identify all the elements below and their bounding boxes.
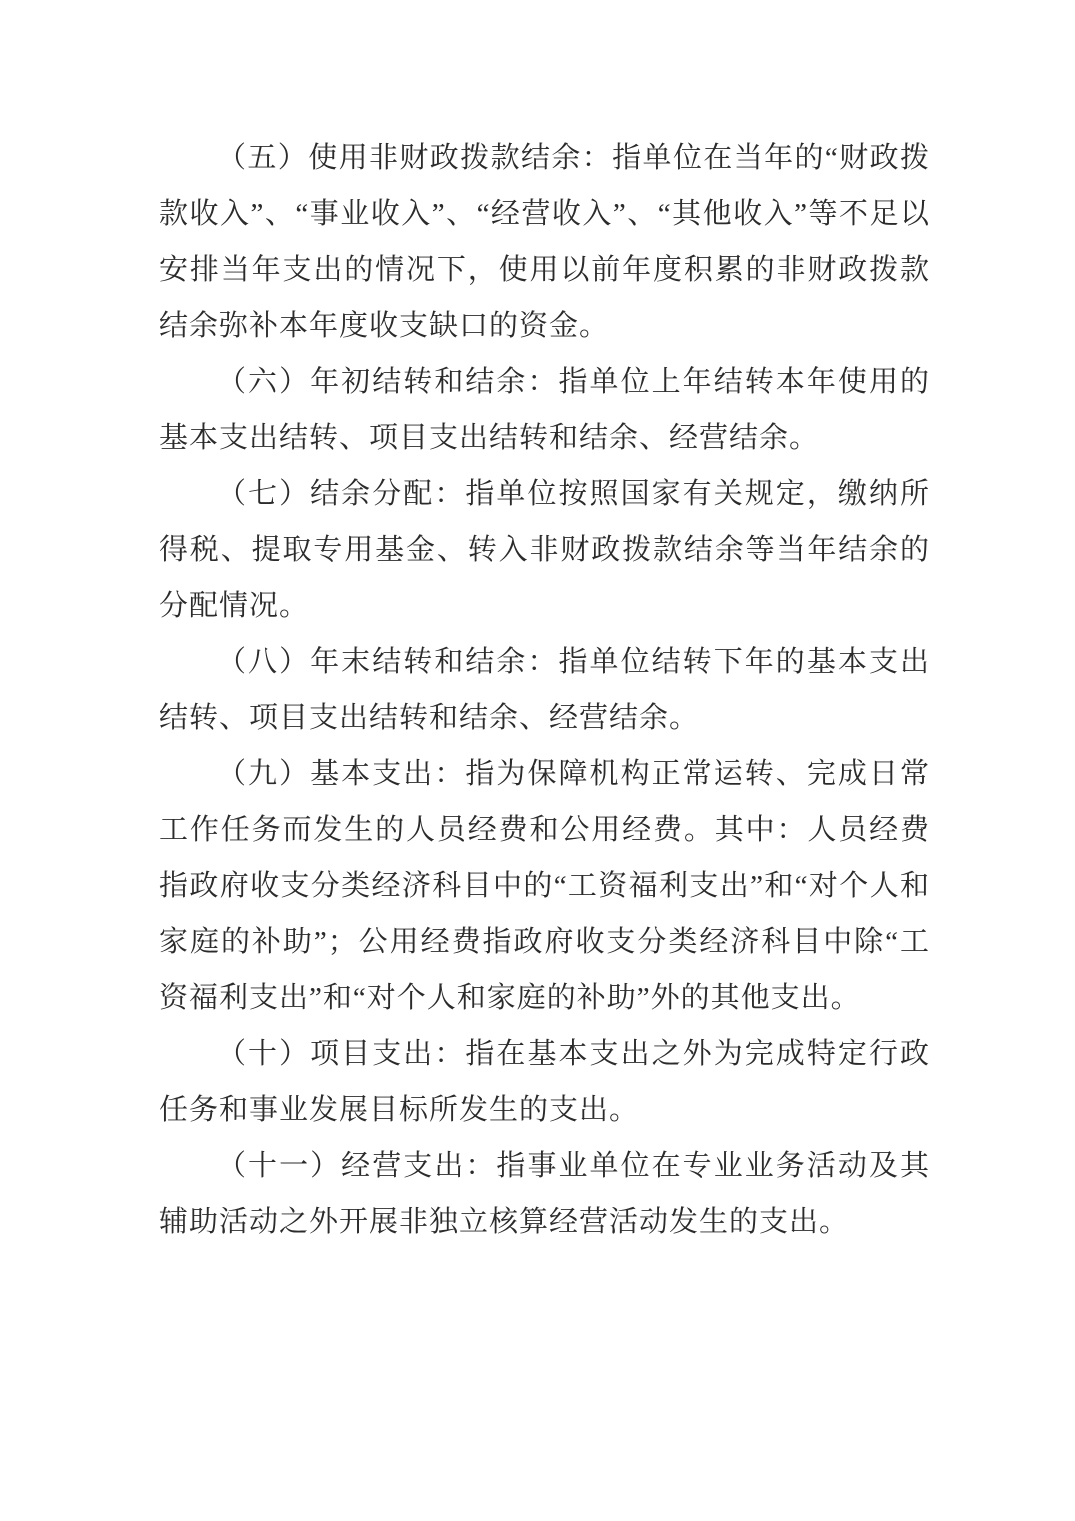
- paragraph-item-11-definition: （十一）经营支出：指事业单位在专业业务活动及其辅助活动之外开展非独立核算经营活动发生的支出。: [159, 1150, 930, 1238]
- paragraph-item-6-definition: （六）年初结转和结余：指单位上年结转本年使用的基本支出结转、项目支出结转和结余、经营结余。: [159, 366, 930, 454]
- paragraph-item-8-definition: （八）年末结转和结余：指单位结转下年的基本支出结转、项目支出结转和结余、经营结余。: [159, 646, 930, 734]
- document-body-text: [159, 130, 930, 1250]
- paragraph-item-9-definition: （九）基本支出：指为保障机构正常运转、完成日常工作任务而发生的人员经费和公用经费。其中：人员经费指政府收支分类经济科目中的“工资福利支出”和“对个人和家庭的补助”；公用经费指政府收支分类经济科目中除“工资福利支出”和“对个人和家庭的补助”外的其他支出。: [159, 758, 930, 1014]
- paragraph-item-5-definition: （五）使用非财政拨款结余：指单位在当年的“财政拨款收入”、“事业收入”、“经营收入”、“其他收入”等不足以安排当年支出的情况下，使用以前年度积累的非财政拨款结余弥补本年度收支缺口的资金。: [159, 142, 930, 342]
- paragraph-item-10-definition: （十）项目支出：指在基本支出之外为完成特定行政任务和事业发展目标所发生的支出。: [159, 1038, 930, 1126]
- paragraph-item-7-definition: （七）结余分配：指单位按照国家有关规定，缴纳所得税、提取专用基金、转入非财政拨款结余等当年结余的分配情况。: [159, 478, 930, 622]
